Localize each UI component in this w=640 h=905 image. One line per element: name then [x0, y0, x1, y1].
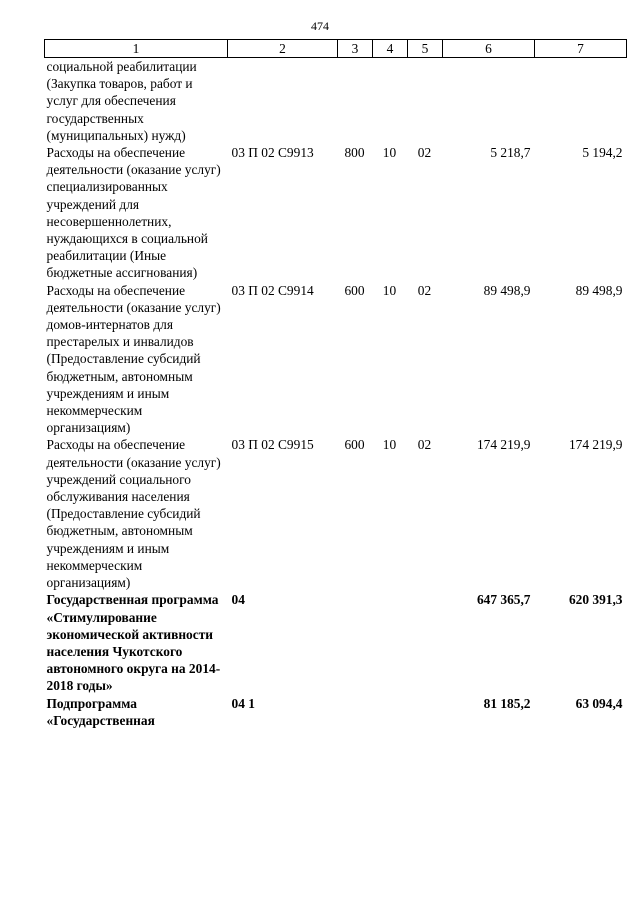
row-value-7 — [535, 58, 627, 145]
row-value-6: 647 365,7 — [476, 592, 531, 608]
row-value-7: 63 094,4 — [575, 695, 623, 711]
row-col-4: 10 — [382, 145, 397, 161]
header-col-1: 1 — [45, 40, 228, 58]
row-code: 03 П 02 С9913 — [231, 145, 314, 161]
header-col-2: 2 — [228, 40, 338, 58]
row-code — [228, 58, 338, 145]
page-number: 474 — [311, 19, 329, 33]
table-row — [45, 591, 627, 694]
row-value-6: 81 185,2 — [483, 695, 531, 711]
row-col-3 — [338, 695, 373, 729]
row-code: 03 П 02 С9914 — [231, 282, 314, 298]
row-col-5: 02 — [417, 437, 432, 453]
row-col-5: 02 — [417, 145, 432, 161]
row-value-6: 5 218,7 — [490, 145, 531, 161]
row-name: Расходы на обеспечение деятельности (оказание услуг) специализированных учреждений для несовершеннолетних, нуждающихся в социальной реабилитации (Иные бюджетные ассигнования) — [46, 145, 221, 281]
row-col-3: 600 — [344, 282, 365, 298]
header-col-3: 3 — [338, 40, 373, 58]
row-name: социальной реабилитации (Закупка товаров, работ и услуг для обеспечения государственных (муниципальных) нужд) — [46, 59, 197, 143]
row-col-3: 800 — [344, 145, 365, 161]
row-value-6 — [443, 58, 535, 145]
row-value-7: 5 194,2 — [582, 145, 623, 161]
row-name: Государственная программа «Стимулирование экономической активности населения Чукотского автономного округа на 2014-2018 годы» — [46, 592, 221, 694]
row-code: 04 — [231, 592, 245, 608]
row-col-3 — [338, 58, 373, 145]
budget-table — [44, 39, 627, 729]
header-col-5: 5 — [408, 40, 443, 58]
row-col-4: 10 — [382, 282, 397, 298]
row-code: 03 П 02 С9915 — [231, 437, 314, 453]
table-body — [45, 58, 627, 729]
table-row — [45, 144, 627, 282]
row-col-4 — [373, 58, 408, 145]
row-name: Расходы на обеспечение деятельности (оказание услуг) домов-интернатов для престарелых и инвалидов (Предоставление субсидий бюджетным, автономным учреждениям и иным некоммерческим организациям) — [46, 282, 221, 436]
header-col-4: 4 — [373, 40, 408, 58]
row-name: Подпрограмма «Государственная — [46, 695, 155, 728]
row-col-3 — [338, 591, 373, 694]
row-value-6: 174 219,9 — [476, 437, 531, 453]
header-row — [45, 40, 627, 58]
row-value-6: 89 498,9 — [483, 282, 531, 298]
row-value-7: 89 498,9 — [575, 282, 623, 298]
table-row — [45, 58, 627, 145]
row-col-5 — [408, 591, 443, 694]
table-header — [45, 40, 627, 58]
table-row — [45, 695, 627, 729]
row-code: 04 1 — [231, 695, 255, 711]
row-value-7: 620 391,3 — [568, 592, 623, 608]
row-col-5 — [408, 695, 443, 729]
header-col-7: 7 — [535, 40, 627, 58]
row-name: Расходы на обеспечение деятельности (оказание услуг) учреждений социального обслуживания населения (Предоставление субсидий бюджетным, автономным учреждениям и иным некоммерческим организациям) — [46, 437, 221, 591]
table-row — [45, 436, 627, 591]
header-col-6: 6 — [443, 40, 535, 58]
row-col-5 — [408, 58, 443, 145]
row-col-3: 600 — [344, 437, 365, 453]
row-value-7: 174 219,9 — [568, 437, 623, 453]
table-row — [45, 282, 627, 437]
row-col-4: 10 — [382, 437, 397, 453]
row-col-4 — [373, 591, 408, 694]
row-col-5: 02 — [417, 282, 432, 298]
row-col-4 — [373, 695, 408, 729]
